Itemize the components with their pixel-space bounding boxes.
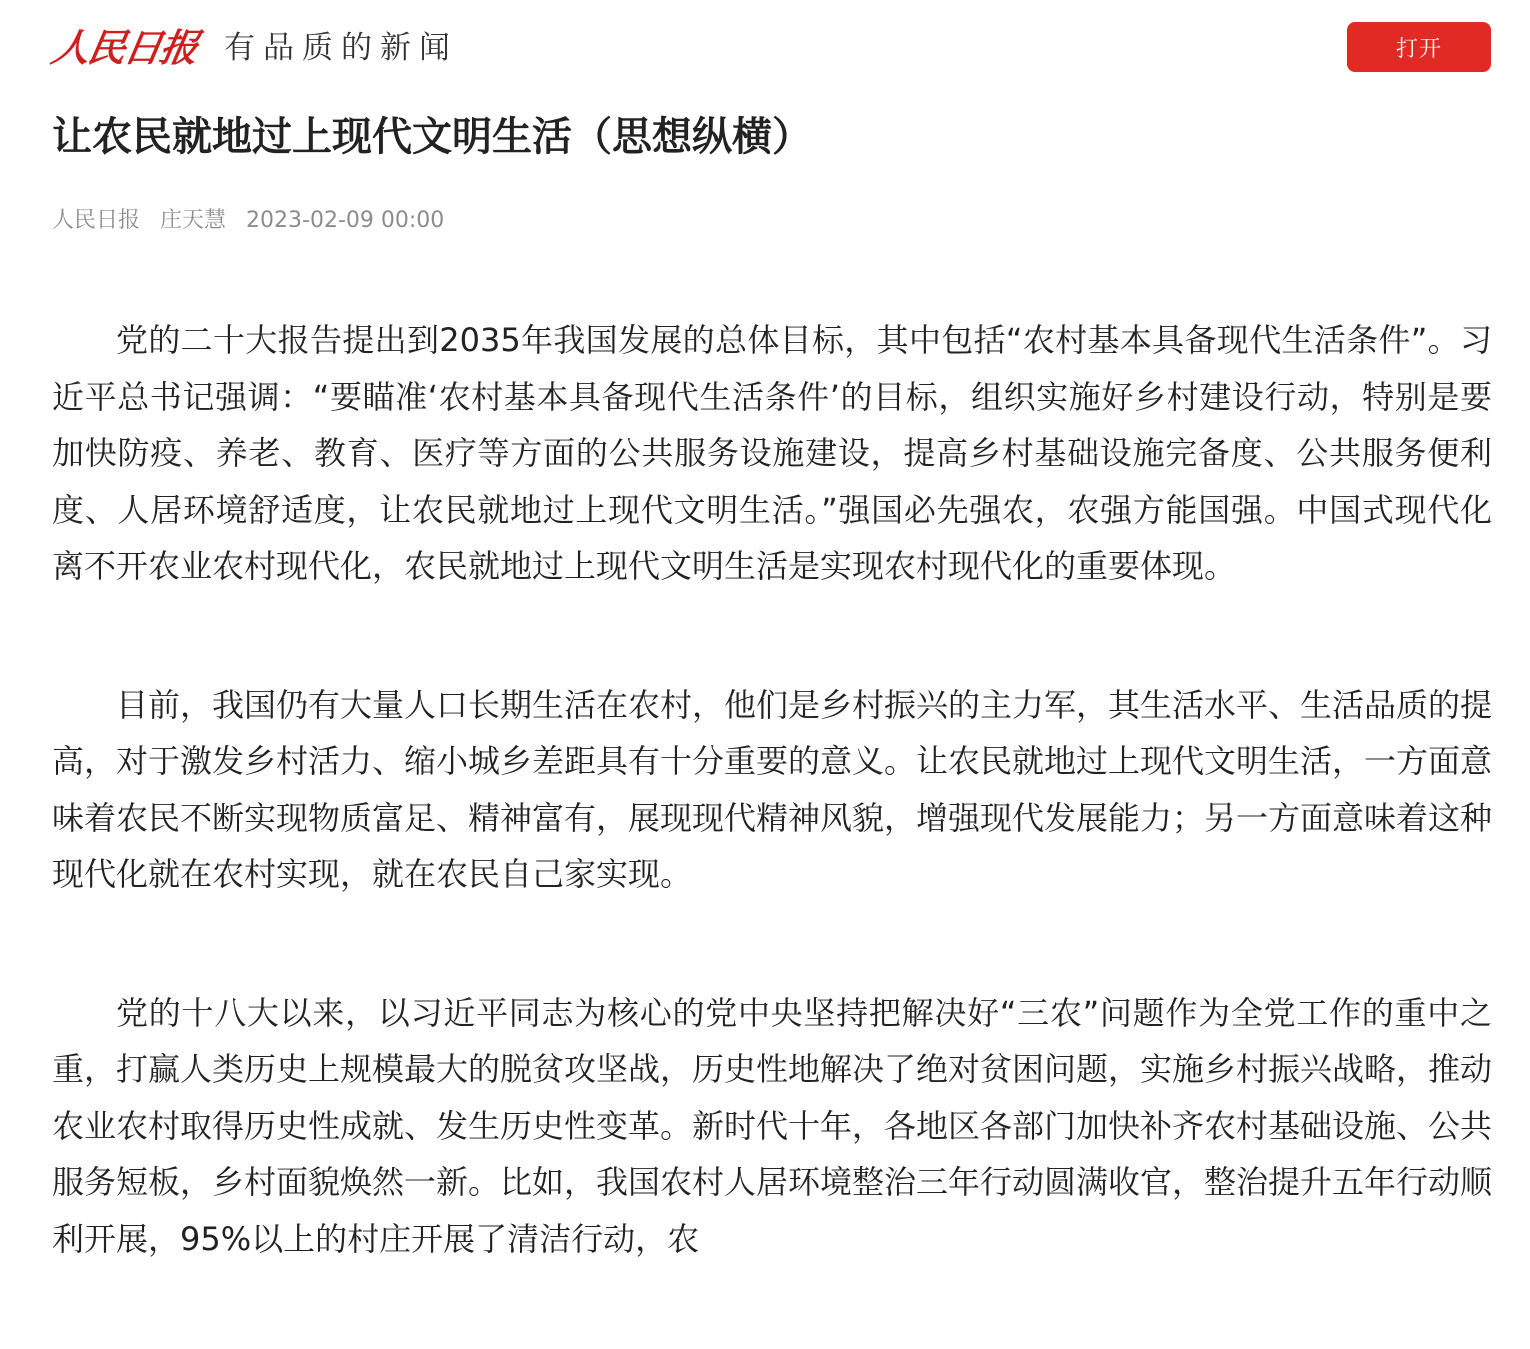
- app-header: [0, 0, 1530, 96]
- brand: [48, 22, 459, 74]
- article-meta: [52, 203, 464, 239]
- article-paragraph: 目前，我国仍有大量人口长期生活在农村，他们是乡村振兴的主力军，其生活水平、生活品质的提高，对于激发乡村活力、缩小城乡差距具有十分重要的意义。让农民就地过上现代文明生活，一方面意味着农民不断实现物质富足、精神富有，展现现代精神风貌，增强现代发展能力；另一方面意味着这种现代化就在农村实现，就在农民自己家实现。: [52, 685, 1493, 893]
- article-title: 让农民就地过上现代文明生活（思想纵横）: [52, 114, 812, 160]
- article-paragraph: 党的十八大以来，以习近平同志为核心的党中央坚持把解决好“三农”问题作为全党工作的重中之重，打赢人类历史上规模最大的脱贫攻坚战，历史性地解决了绝对贫困问题，实施乡村振兴战略，推动农业农村取得历史性成就、发生历史性变革。新时代十年，各地区各部门加快补齐农村基础设施、公共服务短板，乡村面貌焕然一新。比如，我国农村人居环境整治三年行动圆满收官，整治提升五年行动顺利开展，95%以上的村庄开展了清洁行动，农: [52, 993, 1493, 1258]
- people-daily-logo[interactable]: 人民日报: [48, 25, 201, 70]
- article-date: 2023-02-09 00:00: [246, 208, 445, 233]
- article-author: 庄天慧: [160, 208, 227, 233]
- article-paragraph: 党的二十大报告提出到2035年我国发展的总体目标，其中包括“农村基本具备现代生活条件”。习近平总书记强调：“要瞄准‘农村基本具备现代生活条件’的目标，组织实施好乡村建设行动，特别是要加快防疫、养老、教育、医疗等方面的公共服务设施建设，提高乡村基础设施完备度、公共服务便利度、人居环境舒适度，让农民就地过上现代文明生活。”强国必先强农，农强方能国强。中国式现代化离不开农业农村现代化，农民就地过上现代文明生活是实现农村现代化的重要体现。: [52, 321, 1492, 585]
- open-app-button[interactable]: 打开: [1347, 22, 1491, 72]
- article-source: 人民日报: [52, 208, 141, 233]
- brand-slogan: 有品质的新闻: [224, 30, 459, 66]
- article-body: [52, 312, 1492, 1349]
